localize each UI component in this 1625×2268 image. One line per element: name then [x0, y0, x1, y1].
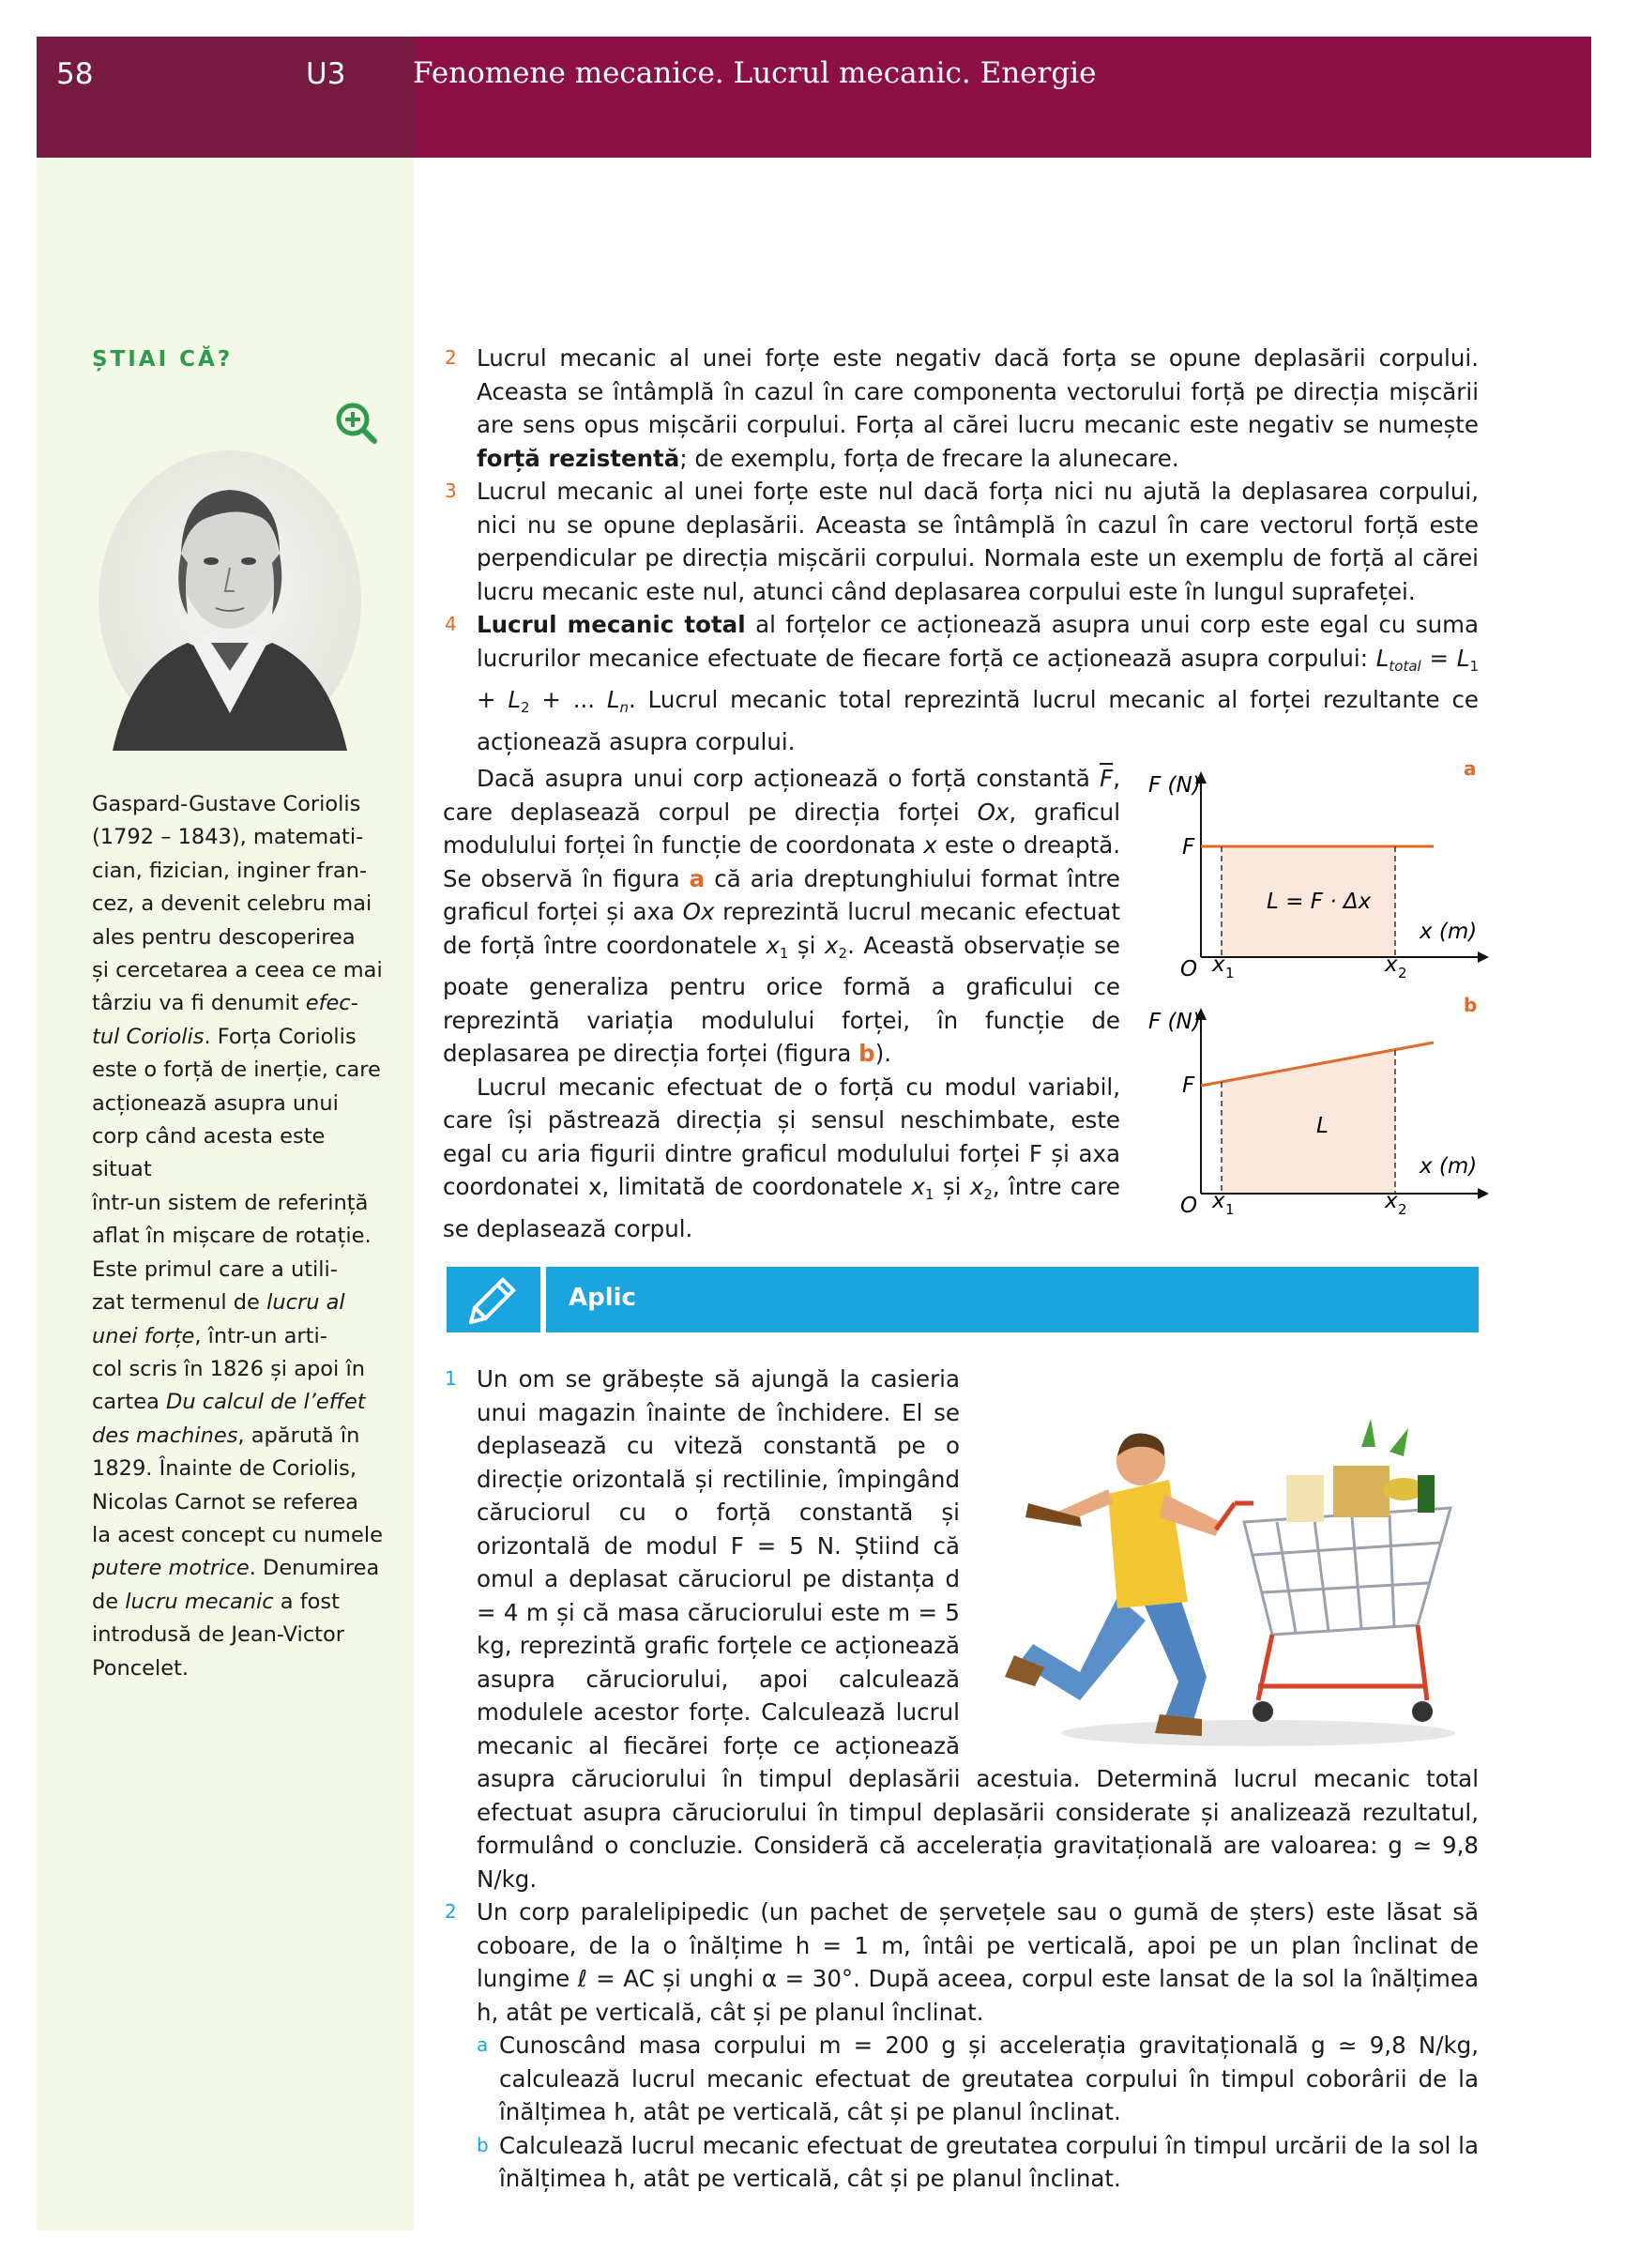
bio-line: ales pentru descoperirea	[92, 924, 356, 950]
list-item: 3 Lucrul mecanic al unei forțe este nul dacă forța nici nu ajută la deplasarea corpului, nici nu se opune deplasării. Aceasta se întâmplă în cazul în care vectorul forță este perpendicular pe direcția mișcării corpului. Normala este un exemplu de forță al cărei lucru mecanic este nul, atunci când deplasarea corpului este în lungul suprafeței.	[443, 475, 1479, 608]
bio-line: Gaspard-Gustave Coriolis	[92, 792, 361, 816]
bio-line: tul Coriolis. Forța Coriolis	[92, 1024, 357, 1049]
figure-ref-b[interactable]: b	[858, 1040, 875, 1067]
coriolis-biography	[92, 788, 383, 1685]
bio-line: târziu va fi denumit efec-	[92, 991, 358, 1016]
paragraph: Dacă asupra unui corp acționează o forță constantă $\overline{F}$, care deplasează corpul pe direcția forței Ox, graficul modulului forței în funcție de coordonata x este o dreaptă. Se observă în figura a că aria dreptunghiului format între graficul forței și axa Ox reprezintă lucrul mecanic efectuat de forță între coordonatele $x_1$ și $x_2$. Această observație se poate generaliza pentru orice formă a graficului ce reprezintă variația modulului forței, în funcție de deplasarea pe direcția forței (figura b).	[443, 765, 1121, 1067]
origin-label: O	[1180, 957, 1198, 982]
list-item: 2 Lucrul mecanic al unei forțe este negativ dacă forța se opune deplasării corpului. Aceasta se întâmplă în cazul în care componenta vectorului forță pe direcția mișcării are sens opus mișcării corpului. Forța al cărei lucru mecanic este negativ se numește forță rezistentă; de exemplu, forța de frecare la alunecare.	[443, 342, 1479, 475]
origin-label: O	[1180, 1194, 1198, 1218]
bio-line: de lucru mecanic a fost	[92, 1589, 340, 1614]
subexercise-letter: b	[477, 2133, 489, 2156]
coriolis-portrait	[94, 441, 366, 751]
bio-line: cartea Du calcul de l’effet	[92, 1390, 366, 1415]
x-axis-label: x (m)	[1420, 1154, 1478, 1179]
force-value-label: F	[1182, 1073, 1195, 1098]
header-left-block	[37, 37, 414, 158]
pencil-icon	[447, 1267, 540, 1332]
shopping-cart-illustration	[977, 1362, 1479, 1752]
bio-line: corp când acesta este situat	[92, 1124, 326, 1182]
bio-line: Poncelet.	[92, 1655, 190, 1681]
x1-label: x	[1212, 1189, 1225, 1213]
bio-line: 1829. Înainte de Coriolis,	[92, 1456, 357, 1482]
bio-line: des machines, apărută în	[92, 1423, 360, 1448]
bio-line: introdusă de Jean-Victor	[92, 1622, 345, 1648]
subexercise-item: a Cunoscând masa corpului m = 200 g și accelerația gravitațională g ≃ 9,8 N/kg, calculează lucrul mecanic efectuat de greutatea corpului în timpul coborârii de la înălțimea h, atât pe verticală, cât și pe planul înclinat.	[477, 2029, 1479, 2129]
y-axis-label: F (N)	[1148, 1010, 1201, 1034]
bio-line: col scris în 1826 și apoi în	[92, 1356, 365, 1381]
x-axis-label: x (m)	[1420, 920, 1478, 944]
bio-line: Este primul care a utili-	[92, 1256, 338, 1282]
force-value-label: F	[1182, 835, 1195, 860]
aplic-label: Aplic	[569, 1284, 636, 1312]
svg-text:1: 1	[1225, 1201, 1235, 1218]
exercise-item: 1 Un om se grăbește să ajungă la casieria unui magazin înainte de închidere. El se deplasează cu viteză constantă pe o direcție orizontală și rectilinie, împingând căruciorul cu o forță constantă și orizontală de modul F = 5 N. Știind că omul a deplasat căruciorul pe distanța d = 4 m și că masa căruciorului este m = 5 kg, reprezintă grafic forțele ce acționează asupra căruciorului, apoi calculează modulele acestor forțe. Calculează lucrul mecanic al fiecărei forțe ce acționează asupra căruciorului în timpul deplasării acestuia. Determină lucrul mecanic total efectuat asupra căruciorului în timpul deplasării considerate și analizează rezultatul, formulând o concluzie. Consideră că accelerația gravitațională are valoarea: g ≃ 9,8 N/kg.	[443, 1362, 1479, 1895]
paragraph: Lucrul mecanic efectuat de o forță cu modul variabil, care își păstrează direcția și sensul neschimbate, este egal cu aria figurii dintre graficul modulului forței F și axa coordonatei x, limitată de coordonatele $x_1$ și $x_2$, între care se deplasează corpul.	[443, 1073, 1120, 1242]
bio-line: acționează asupra unui	[92, 1090, 339, 1116]
explanation-text	[443, 762, 1120, 1245]
svg-text:1: 1	[1225, 965, 1235, 982]
subexercise-item: b Calculează lucrul mecanic efectuat de greutatea corpului în timpul urcării de la sol la înălțimea h, atât pe verticală, cât și pe planul înclinat.	[477, 2129, 1479, 2196]
item-number: 2	[445, 346, 457, 369]
bold-term: Lucrul mecanic total	[477, 611, 746, 638]
area-label: L = F · Δx	[1267, 890, 1372, 914]
svg-text:2: 2	[1398, 1201, 1407, 1218]
bio-line: zat termenul de lucru al	[92, 1290, 345, 1316]
exercise-number: 1	[445, 1367, 457, 1390]
exercise-number: 2	[445, 1900, 457, 1923]
zoom-in-icon[interactable]	[335, 402, 378, 445]
page-header	[37, 37, 1591, 158]
figure-letter: b	[1464, 994, 1478, 1016]
work-area	[1222, 1050, 1395, 1194]
graph-b	[1135, 987, 1492, 1222]
area-label: L	[1316, 1114, 1329, 1138]
svg-text:2: 2	[1398, 965, 1407, 982]
theory-list	[443, 342, 1479, 758]
bio-line: cez, a devenit celebru mai	[92, 891, 372, 917]
exercise-list	[443, 1362, 1479, 2196]
bio-line: într-un sistem de referință	[92, 1190, 369, 1215]
bio-line: este o forță de inerție, care	[92, 1058, 381, 1083]
aplic-banner	[447, 1267, 1479, 1332]
bio-line: cian, fizician, inginer fran-	[92, 858, 368, 883]
item-number: 4	[445, 613, 457, 635]
sidebar-heading: ȘTIAI CĂ?	[92, 347, 234, 372]
exercise-item: 2 Un corp paralelipipedic (un pachet de șervețele sau o gumă de șters) este lăsat să coboare, de la o înălțime h = 1 m, întâi pe verticală, apoi pe un plan înclinat de lungime ℓ = AC și unghi α = 30°. După aceea, corpul este lansat de la sol la înălțimea h, atât pe verticală, cât și pe planul înclinat. a Cunoscând masa corpului m = 200 g și accelerația gravitațională g ≃ 9,8 N/kg, calculează lucrul mecanic efectuat de greutatea corpului în timpul coborârii de la înălțimea h, atât pe verticală, cât și pe planul înclinat. b Calculează lucrul mecanic efectuat de greutatea corpului în timpul urcării de la sol la înălțimea h, atât pe verticală, cât și pe planul înclinat.	[443, 1895, 1479, 2196]
bio-line: (1792 – 1843), matemati-	[92, 825, 364, 850]
list-item: 4 Lucrul mecanic total al forțelor ce acționează asupra unui corp este egal cu suma lucrurilor mecanice efectuate de fiecare forță ce acționează asupra corpului: $L_{total} = L_1 + L_2$ + ... $L_n$. Lucrul mecanic total reprezintă lucrul mecanic al forței rezultante ce acționează asupra corpului.	[443, 608, 1479, 758]
formula: $L_{total} = L_1 + L_2$ + ... $L_n$.	[477, 644, 1479, 716]
x2-label: x	[1385, 952, 1398, 977]
bio-line: la acest concept cu numele	[92, 1522, 383, 1547]
unit-label: U3	[306, 57, 346, 91]
bio-line: putere motrice. Denumirea	[92, 1556, 380, 1581]
graph-a	[1135, 751, 1492, 985]
x1-label: x	[1212, 952, 1225, 977]
chapter-title: Fenomene mecanice. Lucrul mecanic. Energie	[413, 56, 1097, 90]
figure-letter: a	[1464, 757, 1477, 780]
subexercise-letter: a	[477, 2033, 489, 2056]
y-axis-label: F (N)	[1148, 773, 1201, 798]
page-number: 58	[56, 57, 94, 91]
bold-term: forță rezistentă	[477, 444, 680, 472]
figure-ref-a[interactable]: a	[689, 864, 706, 892]
bio-line: aflat în mișcare de rotație.	[92, 1224, 372, 1249]
bio-line: Nicolas Carnot se referea	[92, 1489, 358, 1515]
x2-label: x	[1385, 1189, 1398, 1213]
bio-line: unei forțe, într-un arti-	[92, 1323, 327, 1348]
bio-line: și cercetarea a ceea ce mai	[92, 958, 383, 983]
item-number: 3	[445, 479, 457, 502]
